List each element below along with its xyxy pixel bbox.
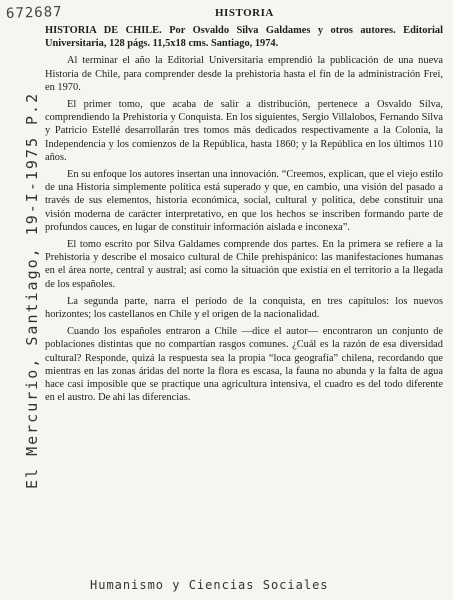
article-paragraph: Al terminar el año la Editorial Universitaria emprendió la publicación de una nueva Historia de Chile, para comprender desde la prehistoria hasta el fin de la administración Frei, en 1970. (45, 55, 443, 93)
article-body (45, 24, 443, 408)
handwritten-source-note: El Mercurio, Santiago, 19-I-1975 P.2 (23, 91, 41, 489)
article-headline: HISTORIA DE CHILE. Por Osvaldo Silva Galdames y otros autores. Editorial Universitaria, 128 págs. 11,5x18 cms. Santiago, 1974. (45, 25, 443, 50)
article-paragraph: El tomo escrito por Silva Galdames comprende dos partes. En la primera se refiere a la Prehistoria y describe el mosaico cultural de Chile prehispánico: las manifestaciones humanas en el área norte, central y austral; así como la situación que existía en el territorio a la llegada de los españoles. (45, 239, 443, 290)
section-heading: HISTORIA (215, 7, 274, 19)
handwritten-catalog-number: 672687 (5, 4, 63, 22)
article-paragraph: El primer tomo, que acaba de salir a distribución, pertenece a Osvaldo Silva, comprendiendo la Prehistoria y Conquista. En los siguientes, Sergio Villalobos, Fernando Silva y Patricio Estellé desarrollarán tres tomos más dedicados respectivamente a la Colonia, la Independencia y los comienzos de la República, hasta 1860; y la República en los últimos 110 años. (45, 99, 443, 163)
article-paragraph: En su enfoque los autores insertan una innovación. “Creemos, explican, que el viejo estilo de una Historia simplemente política está superado y que, en cambio, una visión del pasado a través de sus elementos, historia económica, social, cultural y política, debe constituir una visión moderna de carácter interpretativo, en que los hechos se inscriben formando parte de profundos cauces, en lugar de constituir información aislada e inconexa”. (45, 169, 443, 233)
handwritten-category-note: Humanismo y Ciencias Sociales (90, 578, 329, 592)
article-paragraph: Cuando los españoles entraron a Chile —dice el autor— encontraron un conjunto de poblaciones distintas que no compartían rasgos comunes. ¿Cuál es la razón de esa diversidad cultural? Responde, quizá la respuesta sea la propia “loca geografía” chilena, recordando que mientras en las zonas áridas del norte la flora es escasa, la fauna no abunda y la falta de agua hace casi imposible que se practique una agricultura intensiva, el cuadro es del todo diferente en el austro. De ahí las diferencias. (45, 326, 443, 404)
article-paragraph: La segunda parte, narra el período de la conquista, en tres capítulos: los nuevos horizontes; los castellanos en Chile y el origen de la nacionalidad. (45, 295, 443, 321)
